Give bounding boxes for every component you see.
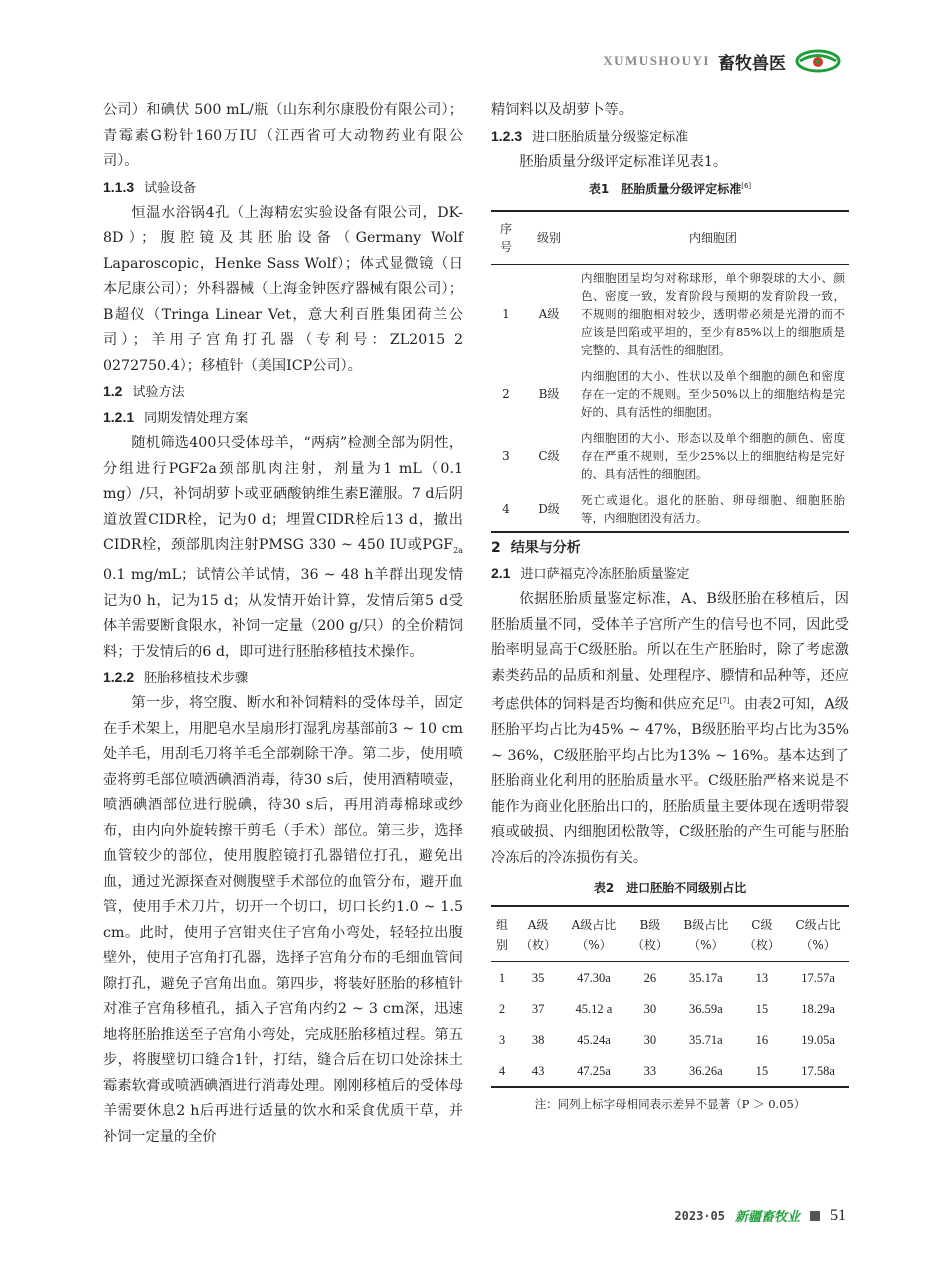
table-cell: 47.30a [577, 970, 611, 985]
table-cell: 45.12 a [575, 1001, 613, 1016]
issue-date: 2023·05 [674, 1208, 725, 1223]
page-number: 51 [830, 1206, 846, 1224]
paragraph-grading-intro: 胚胎质量分级评定标准详见表1。 [519, 153, 728, 170]
cell-no: 1 [502, 307, 510, 321]
cell-no: 3 [502, 449, 510, 463]
table-cell: 35.71a [688, 1032, 723, 1047]
table-cell: 38 [531, 1032, 545, 1047]
table2-body [491, 962, 849, 1088]
table-cell: 3 [498, 1032, 506, 1047]
section-1-2-1-heading [103, 405, 463, 431]
table-cell: 37 [531, 1001, 545, 1016]
cell-grade: D级 [538, 502, 560, 516]
section-2-heading [491, 535, 849, 561]
section-title: 进口胚胎质量分级鉴定标准 [532, 129, 689, 145]
citation-ref: [6] [741, 182, 752, 190]
cell-no: 4 [502, 502, 510, 516]
table-cell: 19.05a [801, 1032, 835, 1047]
table-cell: 33 [643, 1063, 657, 1078]
table-cell: 26 [643, 970, 657, 985]
table-row [491, 993, 849, 1024]
table-cell: 30 [643, 1001, 657, 1016]
table-cell: 15 [755, 1001, 769, 1016]
caption-text: 表1 胚胎质量分级评定标准 [588, 182, 742, 196]
paragraph-continued: 公司）和碘伏 500 mL/瓶（山东利尔康股份有限公司）；青霉素G粉针160万IU（江西省可大动物药业有限公司）。 [103, 102, 463, 169]
table-cell: 36.26a [688, 1063, 723, 1078]
section-number: 1.2.1 [103, 409, 135, 425]
text-run: 。由表2可知，A级胚胎平均占比为45% ~ 47%，B级胚胎平均占比为35% ~ 36%，C级胚胎平均占比为13% ~ 16%。基本达到了胚胎商业化利用的胚胎质量水平。C级胚胎严格来说是不能作为商业化胚胎出口的，胚胎质量主要体现在透明带裂痕或破损、内细胞团松散等，C级胚胎的产生可能与胚胎冷冻后的冷冻损伤有关。 [491, 696, 849, 866]
table-row [491, 1024, 849, 1055]
table-header-row [491, 906, 849, 962]
table-header-row [491, 211, 849, 265]
table-cell: 13 [755, 970, 769, 985]
paragraph-continued: 精饲料以及胡萝卜等。 [491, 102, 633, 118]
section-number: 2 [491, 540, 501, 556]
right-column [491, 98, 849, 1114]
paragraph-estrus-protocol [103, 431, 463, 665]
table1-grading-standard [491, 210, 849, 533]
header-icm: 内细胞团 [577, 211, 849, 265]
journal-header [603, 48, 842, 74]
cell-grade: A级 [538, 307, 560, 321]
text-run: 依据胚胎质量鉴定标准，A、B级胚胎在移植后，因胚胎质量不同，受体羊子宫所产生的信号也不同，因此受胎率明显高于C级胚胎。所以在生产胚胎时，除了考虑激素类药品的品质和剂量、处理程序、膘情和品种等，还应考虑供体的饲料是否均衡和供应充足 [491, 591, 849, 713]
header-cell: A级（枚） [513, 906, 563, 962]
section-2-1-heading [491, 561, 849, 587]
table-cell: 2 [498, 1001, 506, 1016]
cell-desc: 内细胞团的大小、形态以及单个细胞的颜色、密度存在严重不规则，至少25%以上的细胞结构是完好的、具有活性的细胞团。 [581, 431, 845, 481]
table1-body [491, 265, 849, 533]
header-no: 序号 [491, 211, 521, 265]
paragraph-equipment: 恒温水浴锅4孔（上海精宏实验设备有限公司，DK-8D）；腹腔镜及其胚胎设备（Germany Wolf Laparoscopic，Henke Sass Wolf）；体式显微镜（日本尼康公司）；外科器械（上海金钟医疗器械有限公司）；B超仪（Tringa Linear Vet，意大利百胜集团荷兰公司）；羊用子宫角打孔器（专利号：ZL2015 2 0272750.4）；移植针（美国ICP公司）。 [103, 204, 463, 374]
section-number: 1.2.2 [103, 669, 135, 686]
journal-name-cn: 畜牧兽医 [718, 53, 786, 74]
header-grade: 级别 [521, 211, 577, 265]
paragraph-results [491, 587, 849, 871]
table-row [491, 363, 849, 425]
journal-name-en: XUMUSHOUYI [603, 53, 710, 68]
cell-desc: 内细胞团呈均匀对称球形，单个卵裂球的大小、颜色、密度一致，发育阶段与预期的发育阶段一致，不规则的细胞相对较少，透明带必须是光滑的而不应该是凹陷或平坦的，至少有85%以上的细胞质是完整的、具有活性的细胞团。 [581, 271, 845, 357]
text-run: 0.1 mg/mL；试情公羊试情，36 ~ 48 h羊群出现发情记为0 h，记为15 d；从发情开始计算，发情后第5 d受体羊需要断食限水，补饲一定量（200 g/只）的全价精饲料；于发情后的6 d，即可进行胚胎移植技术操作。 [103, 567, 463, 660]
table-row [491, 487, 849, 532]
citation-ref: [7] [719, 697, 730, 705]
cell-desc: 内细胞团的大小、性状以及单个细胞的颜色和密度存在一定的不规则。至少50%以上的细胞结构是完好的、具有活性的细胞团。 [581, 369, 845, 419]
section-1-1-3-heading [103, 175, 463, 201]
section-title: 同期发情处理方案 [144, 411, 249, 426]
table-row [491, 962, 849, 994]
header-cell: C级占比（%） [787, 906, 849, 962]
table-row [491, 265, 849, 364]
section-1-2-2-heading [103, 665, 463, 691]
table-row [491, 1055, 849, 1087]
section-number: 1.2.3 [491, 127, 523, 144]
header-cell: B级占比（%） [675, 906, 737, 962]
table-cell: 30 [643, 1032, 657, 1047]
header-cell: 组别 [491, 906, 513, 962]
section-1-2-3-heading [491, 124, 849, 150]
page-footer [674, 1206, 846, 1225]
header-cell: B级（枚） [625, 906, 675, 962]
cell-desc: 死亡或退化。退化的胚胎、卵母细胞、细胞胚胎等，内细胞团没有活力。 [581, 493, 845, 525]
table-cell: 18.29a [801, 1001, 835, 1016]
cell-grade: C级 [538, 449, 560, 463]
left-column [103, 98, 463, 1150]
subscript: 2a [453, 545, 463, 555]
table-cell: 16 [755, 1032, 769, 1047]
section-title: 进口萨福克冷冻胚胎质量鉴定 [520, 567, 690, 582]
table2-grade-ratio [491, 905, 849, 1088]
table-cell: 45.24a [577, 1032, 611, 1047]
table-cell: 4 [498, 1063, 506, 1078]
table2-caption: 表2 进口胚胎不同级别占比 [593, 881, 747, 896]
header-cell: C级（枚） [737, 906, 788, 962]
table-cell: 36.59a [688, 1001, 723, 1016]
table-cell: 17.57a [801, 970, 835, 985]
paragraph-transfer-steps: 第一步，将空腹、断水和补饲精料的受体母羊，固定在手术架上，用肥皂水呈扇形打湿乳房基部前3 ~ 10 cm处羊毛，用刮毛刀将羊毛全部剃除干净。第二步，使用喷壶将剪毛部位喷洒碘酒消毒，待30 s后，使用酒精喷壶，喷洒碘酒部位进行脱碘，待30 s后，再用消毒棉球或纱布，由内向外旋转擦干剪毛（手术）部位。第三步，选择血管较少的部位，使用腹腔镜打孔器错位打孔，避免出血，通过光源探查对侧腹壁手术部位的血管分布，避开血管，使用手术刀片，切开一个切口，切口长约1.0 ~ 1.5 cm。此时，使用子宫钳夹住子宫角小弯处，轻轻拉出腹壁外，使用子宫角打孔器，选择子宫角分布的毛细血管间隙打孔，避免子宫角出血。第四步，将装好胚胎的移植针对准子宫角移植孔，插入子宫角内约2 ~ 3 cm深，迅速地将胚胎推送至子宫角小弯处，完成胚胎移植过程。第五步，将腹壁切口缝合1针，打结，缝合后在切口处涂抹土霉素软膏或喷洒碘酒进行消毒处理。刚刚移植后的受体母羊需要休息2 h后再进行适量的饮水和采食优质干草，并补饲一定量的全价 [103, 695, 463, 1145]
section-title: 胚胎移植技术步骤 [144, 671, 249, 687]
table-cell: 43 [531, 1063, 545, 1078]
table-row [491, 425, 849, 487]
table-cell: 15 [755, 1063, 769, 1078]
table1-caption [491, 175, 849, 200]
table-cell: 1 [498, 970, 506, 985]
section-number: 1.2 [103, 383, 123, 399]
header-cell: A级占比（%） [563, 906, 625, 962]
section-1-2-heading [103, 379, 463, 405]
section-number: 1.1.3 [103, 178, 135, 195]
section-title: 结果与分析 [510, 540, 581, 556]
journal-brand: 新疆畜牧业 [734, 1210, 800, 1225]
cell-no: 2 [502, 387, 510, 401]
section-number: 2.1 [491, 565, 511, 581]
table-cell: 35.17a [688, 970, 723, 985]
table-cell: 47.25a [577, 1063, 611, 1078]
cell-grade: B级 [538, 387, 560, 401]
journal-logo-icon [794, 48, 842, 74]
table-cell: 35 [531, 970, 545, 985]
table-cell: 17.58a [801, 1063, 835, 1078]
table2-note: 注：同列上标字母相同表示差异不显著（P ＞ 0.05） [534, 1097, 806, 1112]
text-run: 随机筛选400只受体母羊，“两病”检测全部为阴性，分组进行PGF2a颈部肌肉注射，剂量为1 mL（0.1 mg）/只，补饲胡萝卜或亚硒酸钠维生素E灌服。7 d后阴道放置CIDR栓，记为0 d；埋置CIDR栓后13 d，撤出CIDR栓，颈部肌肉注射PMSG 330 ~ 450 IU或PGF [103, 435, 463, 553]
square-icon [810, 1211, 820, 1221]
section-title: 试验设备 [144, 180, 197, 196]
section-title: 试验方法 [132, 385, 185, 400]
